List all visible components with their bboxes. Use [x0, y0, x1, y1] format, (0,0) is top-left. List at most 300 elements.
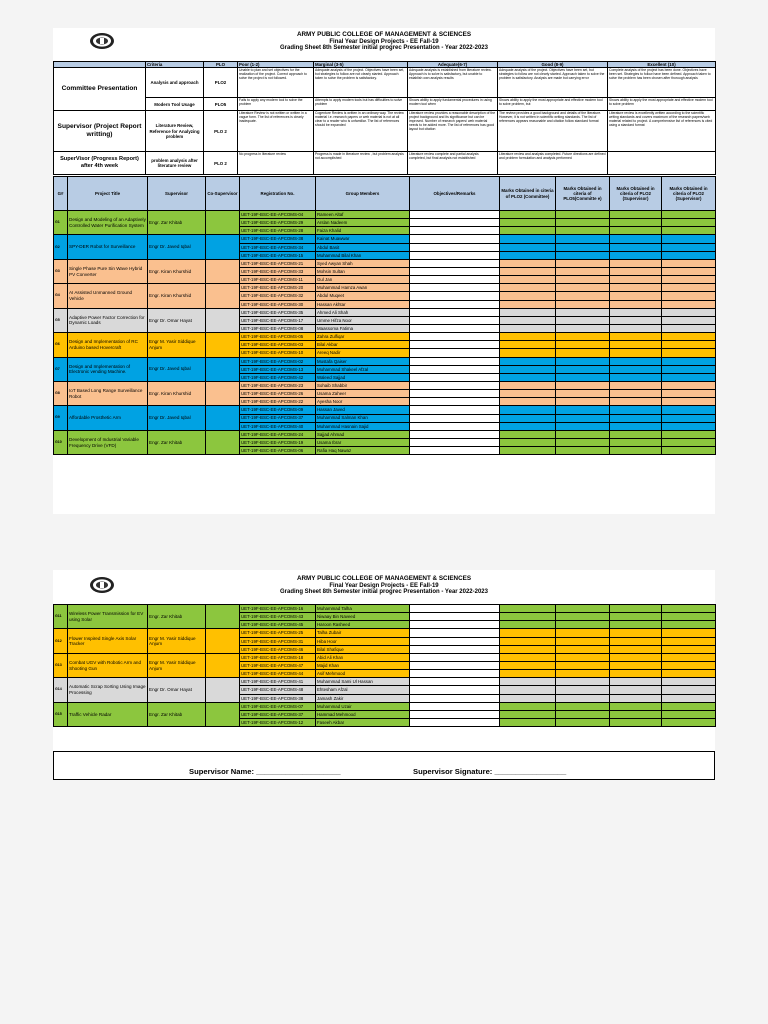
marks-cell[interactable]: [556, 629, 610, 637]
marks-cell[interactable]: [556, 653, 610, 661]
marks-cell[interactable]: [500, 447, 556, 455]
marks-cell[interactable]: [500, 227, 556, 235]
registration-number: UET-19F-BSC-EE-APCOMS-19: [240, 438, 316, 446]
marks-cell[interactable]: [662, 373, 716, 381]
marks-cell[interactable]: [500, 645, 556, 653]
objectives-cell[interactable]: [410, 718, 500, 726]
marks-cell[interactable]: [556, 324, 610, 332]
objectives-cell[interactable]: [410, 235, 500, 243]
marks-cell[interactable]: [662, 670, 716, 678]
marks-cell[interactable]: [556, 670, 610, 678]
marks-cell[interactable]: [500, 670, 556, 678]
marks-cell[interactable]: [500, 381, 556, 389]
rubric-table: [53, 61, 716, 175]
co-supervisor-cell[interactable]: [206, 678, 240, 702]
marks-cell[interactable]: [500, 613, 556, 621]
objectives-cell[interactable]: [410, 292, 500, 300]
objectives-cell[interactable]: [410, 670, 500, 678]
marks-cell[interactable]: [610, 414, 662, 422]
group-member: Bilal Shafique: [316, 645, 410, 653]
registration-number: UET-19F-BSC-EE-APCOMS-42: [240, 373, 316, 381]
marks-cell[interactable]: [662, 406, 716, 414]
registration-number: UET-19F-BSC-EE-APCOMS-07: [240, 702, 316, 710]
marks-cell[interactable]: [610, 661, 662, 669]
objectives-cell[interactable]: [410, 605, 500, 613]
registration-number: UET-19F-BSC-EE-APCOMS-09: [240, 406, 316, 414]
marks-cell[interactable]: [662, 365, 716, 373]
marks-cell[interactable]: [556, 438, 610, 446]
marks-cell[interactable]: [610, 670, 662, 678]
registration-number: UET-19F-BSC-EE-APCOMS-32: [240, 292, 316, 300]
co-supervisor-cell[interactable]: [206, 381, 240, 405]
marks-cell[interactable]: [662, 414, 716, 422]
marks-cell[interactable]: [556, 381, 610, 389]
group-member: Maassoma Fatima: [316, 324, 410, 332]
objectives-cell[interactable]: [410, 365, 500, 373]
marks-cell[interactable]: [556, 333, 610, 341]
marks-cell[interactable]: [610, 357, 662, 365]
marks-cell[interactable]: [556, 227, 610, 235]
marks-cell[interactable]: [662, 438, 716, 446]
objectives-cell[interactable]: [410, 637, 500, 645]
marks-cell[interactable]: [662, 422, 716, 430]
objectives-cell[interactable]: [410, 308, 500, 316]
marks-cell[interactable]: [662, 390, 716, 398]
marks-cell[interactable]: [610, 447, 662, 455]
objectives-cell[interactable]: [410, 710, 500, 718]
marks-cell[interactable]: [500, 373, 556, 381]
marks-cell[interactable]: [500, 718, 556, 726]
marks-cell[interactable]: [556, 357, 610, 365]
marks-cell[interactable]: [556, 718, 610, 726]
marks-cell[interactable]: [610, 686, 662, 694]
objectives-cell[interactable]: [410, 694, 500, 702]
group-number: G3: [54, 259, 68, 283]
marks-cell[interactable]: [662, 259, 716, 267]
objectives-cell[interactable]: [410, 251, 500, 259]
project-title: Combat UGV with Robotic Arm and Shooting Gun: [68, 653, 148, 677]
group-member: Muhammad Talha: [316, 605, 410, 613]
rubric-marginal: Attempts to apply modern tools but has difficulties to solve problem: [314, 98, 408, 111]
marks-cell[interactable]: [500, 316, 556, 324]
marks-cell[interactable]: [662, 613, 716, 621]
marks-cell[interactable]: [610, 430, 662, 438]
grading-table: [53, 176, 716, 455]
marks-cell[interactable]: [556, 645, 610, 653]
marks-cell[interactable]: [662, 211, 716, 219]
rubric-plo: PLO5: [204, 98, 238, 111]
marks-cell[interactable]: [610, 227, 662, 235]
marks-cell[interactable]: [610, 406, 662, 414]
supervisor-signature-field[interactable]: Supervisor Signature: _________________: [413, 767, 567, 776]
objectives-cell[interactable]: [410, 284, 500, 292]
marks-cell[interactable]: [610, 637, 662, 645]
objectives-cell[interactable]: [410, 447, 500, 455]
marks-cell[interactable]: [500, 390, 556, 398]
marks-cell[interactable]: [556, 219, 610, 227]
marks-cell[interactable]: [610, 235, 662, 243]
co-supervisor-cell[interactable]: [206, 308, 240, 332]
marks-cell[interactable]: [610, 710, 662, 718]
marks-cell[interactable]: [610, 308, 662, 316]
objectives-cell[interactable]: [410, 398, 500, 406]
objectives-cell[interactable]: [410, 621, 500, 629]
marks-cell[interactable]: [556, 267, 610, 275]
marks-cell[interactable]: [500, 661, 556, 669]
group-member: Rafia Haq Nawaz: [316, 447, 410, 455]
marks-cell[interactable]: [610, 381, 662, 389]
objectives-cell[interactable]: [410, 341, 500, 349]
marks-cell[interactable]: [556, 341, 610, 349]
rubric-col-good: Good (8-9): [498, 62, 608, 68]
marks-cell[interactable]: [556, 422, 610, 430]
rubric-excellent: Shows ability to apply the most appropriate and effective modern tool to solve problem: [608, 98, 716, 111]
marks-cell[interactable]: [500, 333, 556, 341]
group-member: Muhammad Sami Ul Hassan: [316, 678, 410, 686]
marks-cell[interactable]: [556, 292, 610, 300]
group-number: G9: [54, 406, 68, 430]
objectives-cell[interactable]: [410, 430, 500, 438]
marks-cell[interactable]: [556, 414, 610, 422]
rubric-col-excellent: Excellent (10): [608, 62, 716, 68]
marks-cell[interactable]: [556, 398, 610, 406]
marks-cell[interactable]: [556, 661, 610, 669]
marks-cell[interactable]: [556, 308, 610, 316]
marks-cell[interactable]: [500, 365, 556, 373]
co-supervisor-cell[interactable]: [206, 211, 240, 235]
marks-cell[interactable]: [500, 308, 556, 316]
col-marks-supervisor-plo2-b: Marks Obtained in citeria of PLO2 (Supervisor): [662, 177, 716, 211]
col-group-no: G#: [54, 177, 68, 211]
project-title: Affordable Prosthetic Arm: [68, 406, 148, 430]
objectives-cell[interactable]: [410, 613, 500, 621]
co-supervisor-cell[interactable]: [206, 406, 240, 430]
marks-cell[interactable]: [500, 276, 556, 284]
marks-cell[interactable]: [500, 243, 556, 251]
marks-cell[interactable]: [500, 686, 556, 694]
marks-cell[interactable]: [610, 694, 662, 702]
marks-cell[interactable]: [500, 637, 556, 645]
marks-cell[interactable]: [500, 211, 556, 219]
supervisor-name: Engr Dr. Javed Iqbal: [148, 235, 206, 259]
marks-cell[interactable]: [662, 251, 716, 259]
marks-cell[interactable]: [662, 621, 716, 629]
col-project-title: Project Title: [68, 177, 148, 211]
marks-cell[interactable]: [610, 267, 662, 275]
marks-cell[interactable]: [662, 219, 716, 227]
objectives-cell[interactable]: [410, 243, 500, 251]
marks-cell[interactable]: [610, 398, 662, 406]
objectives-cell[interactable]: [410, 316, 500, 324]
marks-cell[interactable]: [610, 702, 662, 710]
marks-cell[interactable]: [610, 349, 662, 357]
registration-number: UET-19F-BSC-EE-APCOMS-23: [240, 381, 316, 389]
marks-cell[interactable]: [556, 390, 610, 398]
marks-cell[interactable]: [610, 373, 662, 381]
co-supervisor-cell[interactable]: [206, 259, 240, 283]
marks-cell[interactable]: [500, 438, 556, 446]
marks-cell[interactable]: [500, 267, 556, 275]
supervisor-name: Engr. Zar Khitab: [148, 702, 206, 726]
marks-cell[interactable]: [662, 637, 716, 645]
supervisor-report-label: Supervisor (Project Report writting): [54, 111, 146, 152]
group-number: G1: [54, 211, 68, 235]
marks-cell[interactable]: [556, 430, 610, 438]
marks-cell[interactable]: [500, 300, 556, 308]
objectives-cell[interactable]: [410, 678, 500, 686]
marks-cell[interactable]: [662, 308, 716, 316]
marks-cell[interactable]: [500, 251, 556, 259]
marks-cell[interactable]: [556, 365, 610, 373]
marks-cell[interactable]: [662, 324, 716, 332]
marks-cell[interactable]: [610, 284, 662, 292]
marks-cell[interactable]: [610, 259, 662, 267]
marks-cell[interactable]: [662, 718, 716, 726]
marks-cell[interactable]: [500, 605, 556, 613]
group-member: Muhammad Hamza Awan: [316, 284, 410, 292]
marks-cell[interactable]: [500, 694, 556, 702]
marks-cell[interactable]: [610, 390, 662, 398]
marks-cell[interactable]: [610, 243, 662, 251]
objectives-cell[interactable]: [410, 357, 500, 365]
registration-number: UET-19F-BSC-EE-APCOMS-04: [240, 211, 316, 219]
marks-cell[interactable]: [556, 373, 610, 381]
objectives-cell[interactable]: [410, 381, 500, 389]
marks-cell[interactable]: [662, 349, 716, 357]
objectives-cell[interactable]: [410, 406, 500, 414]
marks-cell[interactable]: [662, 686, 716, 694]
marks-cell[interactable]: [662, 694, 716, 702]
marks-cell[interactable]: [662, 227, 716, 235]
co-supervisor-cell[interactable]: [206, 430, 240, 454]
marks-cell[interactable]: [662, 284, 716, 292]
marks-cell[interactable]: [610, 365, 662, 373]
marks-cell[interactable]: [556, 613, 610, 621]
marks-cell[interactable]: [556, 349, 610, 357]
marks-cell[interactable]: [662, 292, 716, 300]
marks-cell[interactable]: [556, 276, 610, 284]
marks-cell[interactable]: [610, 678, 662, 686]
marks-cell[interactable]: [662, 276, 716, 284]
marks-cell[interactable]: [556, 300, 610, 308]
group-member: Bilal Akbar: [316, 341, 410, 349]
marks-cell[interactable]: [500, 414, 556, 422]
marks-cell[interactable]: [556, 710, 610, 718]
marks-cell[interactable]: [556, 406, 610, 414]
group-member: Hassan Akhtar: [316, 300, 410, 308]
marks-cell[interactable]: [662, 710, 716, 718]
marks-cell[interactable]: [610, 341, 662, 349]
marks-cell[interactable]: [610, 333, 662, 341]
marks-cell[interactable]: [556, 251, 610, 259]
marks-cell[interactable]: [610, 276, 662, 284]
marks-cell[interactable]: [610, 292, 662, 300]
marks-cell[interactable]: [500, 349, 556, 357]
co-supervisor-cell[interactable]: [206, 235, 240, 259]
marks-cell[interactable]: [556, 694, 610, 702]
marks-cell[interactable]: [500, 284, 556, 292]
group-member: Waleed Sajjad: [316, 373, 410, 381]
objectives-cell[interactable]: [410, 324, 500, 332]
co-supervisor-cell[interactable]: [206, 333, 240, 357]
objectives-cell[interactable]: [410, 333, 500, 341]
marks-cell[interactable]: [500, 292, 556, 300]
co-supervisor-cell[interactable]: [206, 653, 240, 677]
marks-cell[interactable]: [610, 718, 662, 726]
objectives-cell[interactable]: [410, 390, 500, 398]
supervisor-name: Engr. Zar Khitab: [148, 211, 206, 235]
marks-cell[interactable]: [610, 653, 662, 661]
objectives-cell[interactable]: [410, 702, 500, 710]
marks-cell[interactable]: [662, 702, 716, 710]
objectives-cell[interactable]: [410, 373, 500, 381]
project-title: Wireless Power Transmission for EV using Solar: [68, 605, 148, 629]
registration-number: UET-19F-BSC-EE-APCOMS-45: [240, 621, 316, 629]
marks-cell[interactable]: [662, 341, 716, 349]
marks-cell[interactable]: [662, 605, 716, 613]
marks-cell[interactable]: [500, 406, 556, 414]
rubric-poor: Fails to apply any modern tool to solve the problem: [238, 98, 314, 111]
objectives-cell[interactable]: [410, 349, 500, 357]
registration-number: UET-19F-BSC-EE-APCOMS-13: [240, 365, 316, 373]
rubric-row: [54, 152, 716, 175]
marks-cell[interactable]: [500, 629, 556, 637]
marks-cell[interactable]: [662, 653, 716, 661]
marks-cell[interactable]: [556, 621, 610, 629]
marks-cell[interactable]: [610, 251, 662, 259]
marks-cell[interactable]: [610, 324, 662, 332]
objectives-cell[interactable]: [410, 661, 500, 669]
marks-cell[interactable]: [556, 316, 610, 324]
marks-cell[interactable]: [556, 678, 610, 686]
marks-cell[interactable]: [500, 357, 556, 365]
marks-cell[interactable]: [500, 678, 556, 686]
co-supervisor-cell[interactable]: [206, 629, 240, 653]
marks-cell[interactable]: [662, 645, 716, 653]
marks-cell[interactable]: [500, 621, 556, 629]
group-member: Arslan Nadeem: [316, 219, 410, 227]
objectives-cell[interactable]: [410, 438, 500, 446]
objectives-cell[interactable]: [410, 227, 500, 235]
marks-cell[interactable]: [556, 235, 610, 243]
marks-cell[interactable]: [610, 645, 662, 653]
co-supervisor-cell[interactable]: [206, 605, 240, 629]
marks-cell[interactable]: [662, 300, 716, 308]
table-row: [54, 357, 716, 365]
objectives-cell[interactable]: [410, 686, 500, 694]
rubric-plo: PLO2: [204, 68, 238, 98]
marks-cell[interactable]: [556, 243, 610, 251]
marks-cell[interactable]: [610, 438, 662, 446]
marks-cell[interactable]: [500, 710, 556, 718]
group-member: Abdul Basit: [316, 243, 410, 251]
marks-cell[interactable]: [610, 219, 662, 227]
marks-cell[interactable]: [662, 447, 716, 455]
rubric-adequate: Shows ability to apply fundamental procedures in using modern tool when: [408, 98, 498, 111]
marks-cell[interactable]: [500, 259, 556, 267]
marks-cell[interactable]: [500, 702, 556, 710]
marks-cell[interactable]: [662, 678, 716, 686]
marks-cell[interactable]: [662, 243, 716, 251]
marks-cell[interactable]: [662, 357, 716, 365]
marks-cell[interactable]: [556, 702, 610, 710]
group-member: Muhammad Bilal Khan: [316, 251, 410, 259]
marks-cell[interactable]: [556, 259, 610, 267]
objectives-cell[interactable]: [410, 276, 500, 284]
objectives-cell[interactable]: [410, 653, 500, 661]
marks-cell[interactable]: [500, 422, 556, 430]
col-objectives: Objectives/Remarks: [410, 177, 500, 211]
marks-cell[interactable]: [610, 613, 662, 621]
marks-cell[interactable]: [662, 430, 716, 438]
co-supervisor-cell[interactable]: [206, 357, 240, 381]
marks-cell[interactable]: [662, 381, 716, 389]
marks-cell[interactable]: [556, 686, 610, 694]
marks-cell[interactable]: [610, 621, 662, 629]
group-member: Majid Khan: [316, 661, 410, 669]
objectives-cell[interactable]: [410, 422, 500, 430]
marks-cell[interactable]: [610, 316, 662, 324]
group-member: Faseeh Akbar: [316, 718, 410, 726]
marks-cell[interactable]: [610, 300, 662, 308]
marks-cell[interactable]: [500, 398, 556, 406]
marks-cell[interactable]: [500, 324, 556, 332]
college-name: ARMY PUBLIC COLLEGE OF MANAGEMENT & SCIENCES: [296, 575, 472, 582]
objectives-cell[interactable]: [410, 211, 500, 219]
marks-cell[interactable]: [610, 629, 662, 637]
marks-cell[interactable]: [662, 235, 716, 243]
objectives-cell[interactable]: [410, 259, 500, 267]
marks-cell[interactable]: [556, 637, 610, 645]
marks-cell[interactable]: [500, 430, 556, 438]
marks-cell[interactable]: [500, 235, 556, 243]
marks-cell[interactable]: [662, 333, 716, 341]
objectives-cell[interactable]: [410, 629, 500, 637]
objectives-cell[interactable]: [410, 414, 500, 422]
marks-cell[interactable]: [662, 398, 716, 406]
marks-cell[interactable]: [662, 629, 716, 637]
co-supervisor-cell[interactable]: [206, 284, 240, 308]
table-row: [54, 259, 716, 267]
marks-cell[interactable]: [662, 316, 716, 324]
marks-cell[interactable]: [556, 284, 610, 292]
registration-number: UET-19F-BSC-EE-APCOMS-34: [240, 243, 316, 251]
group-number: G2: [54, 235, 68, 259]
marks-cell[interactable]: [662, 661, 716, 669]
objectives-cell[interactable]: [410, 267, 500, 275]
marks-cell[interactable]: [500, 341, 556, 349]
rubric-col-marginal: Marginal (3-5): [314, 62, 408, 68]
objectives-cell[interactable]: [410, 219, 500, 227]
objectives-cell[interactable]: [410, 300, 500, 308]
col-co-supervisor: Co-Supervisor: [206, 177, 240, 211]
co-supervisor-cell[interactable]: [206, 702, 240, 726]
col-marks-committee-plo5: Marks Obtained in citeria of PLO5(Committe e): [556, 177, 610, 211]
supervisor-name-field[interactable]: Supervisor Name: ____________________: [189, 767, 341, 776]
marks-cell[interactable]: [610, 422, 662, 430]
supervisor-name: Engr. Zar Khitab: [148, 430, 206, 454]
marks-cell[interactable]: [610, 211, 662, 219]
objectives-cell[interactable]: [410, 645, 500, 653]
marks-cell[interactable]: [610, 605, 662, 613]
marks-cell[interactable]: [662, 267, 716, 275]
marks-cell[interactable]: [556, 447, 610, 455]
marks-cell[interactable]: [500, 219, 556, 227]
marks-cell[interactable]: [556, 605, 610, 613]
project-title: Design and Implementation of Electronic vending Machine.: [68, 357, 148, 381]
marks-cell[interactable]: [556, 211, 610, 219]
marks-cell[interactable]: [500, 653, 556, 661]
